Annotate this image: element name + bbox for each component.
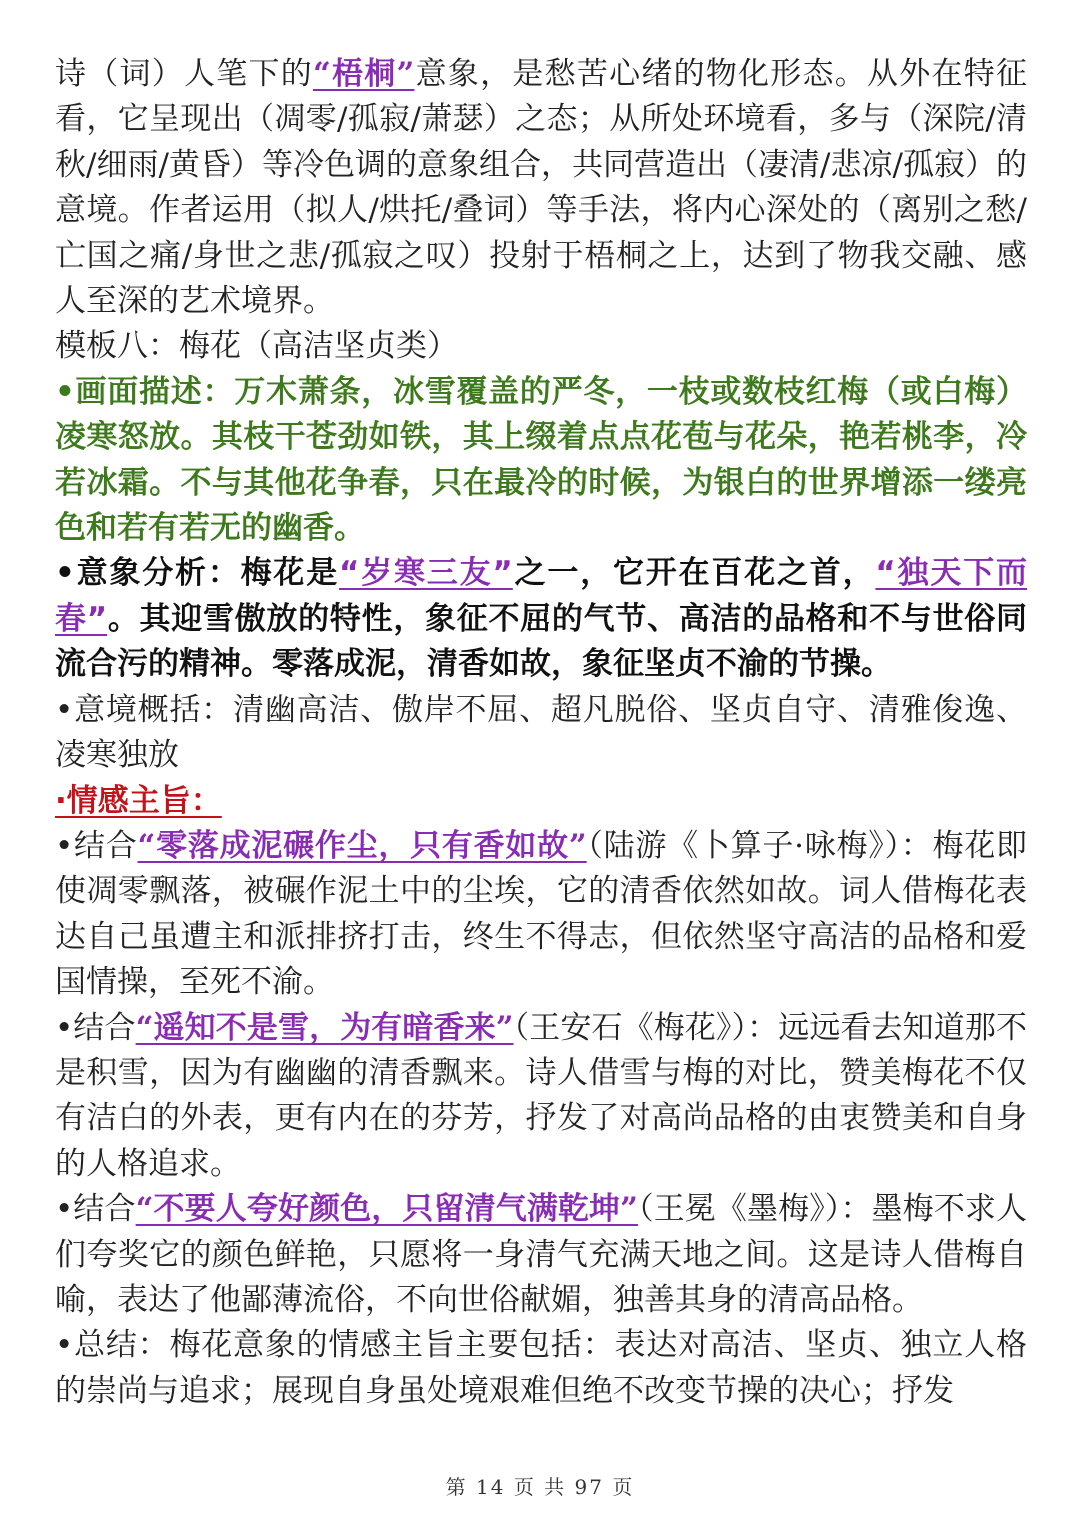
emotion-heading [55,779,1027,824]
example-wanganshi [55,1006,1027,1188]
analysis-text-start: •意象分析：梅花是 [55,555,340,592]
example-luyou [55,824,1027,1006]
example-explanation: （王安石《梅花》）：远远看去知道那不是积雪，因为有幽幽的清香飘来。诗人借雪与梅的对比，赞美梅花不仅有洁白的外表，更有内在的芬芳，抒发了对高尚品格的由衷赞美和自身的人格追求。 [55,1009,1027,1182]
template-heading: 模板八：梅花（高洁坚贞类） [55,328,458,365]
example-explanation: （王冕《墨梅》）：墨梅不求人们夸奖它的颜色鲜艳，只愿将一身清气充满天地之间。这是诗人借梅自喻，表达了他鄙薄流俗，不向世俗献媚，独善其身的清高品格。 [55,1191,1027,1318]
analysis-text-end: 。其迎雪傲放的特性，象征不屈的气节、高洁的品格和不与世俗同流合污的精神。零落成泥，清香如故，象征坚贞不渝的节操。 [55,600,1028,683]
emotion-heading-label: ·情感主旨： [55,782,222,819]
example-prefix: •结合 [55,1191,136,1228]
quote-wanganshi: “遥知不是雪，为有暗香来” [135,1009,514,1046]
scene-description: •画面描述：万木萧条，冰雪覆盖的严冬，一枝或数枝红梅（或白梅）凌寒怒放。其枝干苍劲如铁，其上缀着点点花苞与花朵，艳若桃李，冷若冰霜。不与其他花争春，只在最冷的时候，为银白的世界增添一缕亮色和若有若无的幽香。 [55,373,1027,547]
example-prefix: •结合 [55,827,138,864]
intro-text-rest: 意象，是愁苦心绪的物化形态。从外在特征看，它呈现出（凋零/孤寂/萧瑟）之态；从所处环境看，多与（深院/清秋/细雨/黄昏）等冷色调的意象组合，共同营造出（凄清/悲凉/孤寂）的意境。作者运用（拟人/烘托/叠词）等手法，将内心深处的（离别之愁/亡国之痛/身世之悲/孤寂之叹）投射于梧桐之上，达到了物我交融、感人至深的艺术境界。 [55,56,1028,320]
document-body [55,52,1027,1414]
analysis-text-middle: 之一，它开在百花之首， [512,555,876,592]
highlight-three-friends: “岁寒三友” [339,555,513,592]
mood-summary: •意境概括：清幽高洁、傲岸不屈、超凡脱俗、坚贞自守、清雅俊逸、凌寒独放 [55,691,1027,774]
image-analysis [55,551,1027,687]
example-explanation: （陆游《卜算子·咏梅》）：梅花即使凋零飘落，被碾作泥土中的尘埃，它的清香依然如故。词人借梅花表达自己虽遭主和派排挤打击，终生不得志，但依然坚守高洁的品格和爱国情操，至死不渝。 [55,827,1027,1001]
page-number-footer: 第 14 页 共 97 页 [445,1475,635,1499]
example-prefix: •结合 [55,1009,136,1046]
quote-luyou: “零落成泥碾作尘，只有香如故” [137,827,587,864]
intro-paragraph [55,52,1027,324]
highlight-wutong: “梧桐” [312,56,415,92]
example-wangmian [55,1187,1027,1323]
quote-wangmian: “不要人夸好颜色，只留清气满乾坤” [135,1191,638,1228]
summary-paragraph: •总结：梅花意象的情感主旨主要包括：表达对高洁、坚贞、独立人格的崇尚与追求；展现自身虽处境艰难但绝不改变节操的决心；抒发 [55,1327,1027,1409]
highlight-first-spring: “独天下而春” [55,555,1028,637]
intro-text-start: 诗（词）人笔下的 [55,56,313,92]
